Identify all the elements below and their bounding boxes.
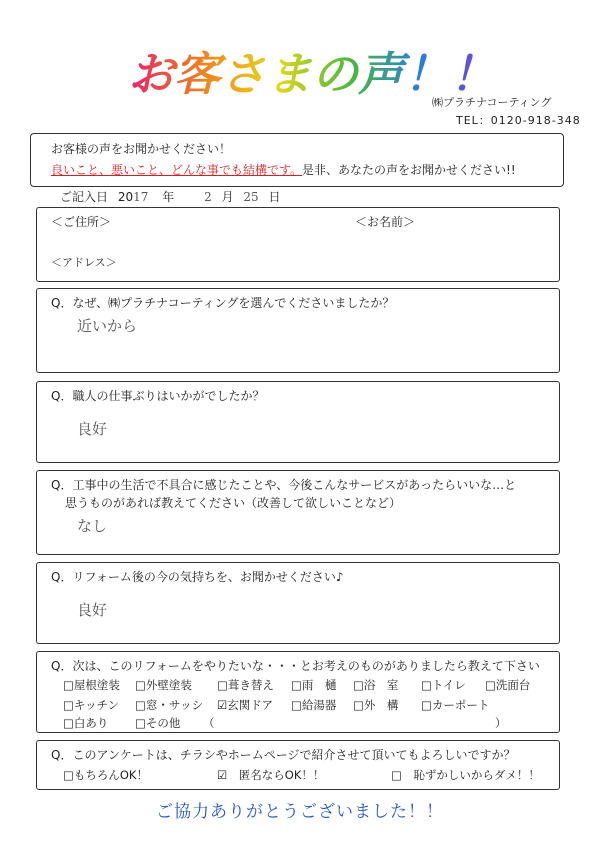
date-year-label: 年	[162, 190, 175, 204]
q6-question: Q．このアンケートは、チラシやホームページで紹介させて頂いてもよろしいですか？	[51, 748, 516, 762]
date-year: 17	[133, 190, 149, 204]
q3-answer: なし	[77, 517, 108, 535]
q6-option-no[interactable]: □ 恥ずかしいからダメ！！	[391, 768, 540, 782]
q1-question: Q．なぜ、㈱プラチナコーティングを選んでくださいましたか？	[51, 296, 395, 310]
q5-option-washstand[interactable]: □洗面台	[485, 678, 531, 692]
company-name: ㈱プラチナコーティング	[432, 96, 552, 109]
q3-box	[36, 470, 560, 555]
title-logo	[118, 42, 518, 100]
q4-answer: 良好	[77, 601, 108, 619]
address-label: ＜ご住所＞	[51, 215, 112, 229]
thanks-message: ご協力ありがとうございました！！	[156, 802, 444, 822]
intro-banner	[30, 133, 564, 187]
q5-option-window[interactable]: □窓・サッシ	[135, 698, 204, 712]
q5-option-carport[interactable]: □カーポート	[421, 698, 490, 712]
q5-option-roof-paint[interactable]: □屋根塗装	[63, 678, 120, 692]
date-year-prefix: 20	[117, 190, 134, 204]
intro-rest-text: 是非、あなたの声をお聞かせください!!	[302, 163, 516, 177]
date-month: 2	[204, 190, 212, 204]
q5-option-reroof[interactable]: □葺き替え	[217, 678, 274, 692]
q6-box	[36, 740, 560, 790]
q3-question-line1: Q．工事中の生活で不具合に感じたことや、今後こんなサービスがあったらいいな…と	[51, 478, 517, 492]
entry-date	[60, 188, 281, 205]
q3-question-line2: 思うものがあれば教えてください（改善して欲しいことなど）	[65, 496, 402, 510]
q5-box	[36, 651, 560, 733]
q2-answer: 良好	[77, 420, 108, 438]
q6-option-anonymous[interactable]: ☑ 匿名ならOK！！	[217, 768, 325, 782]
address-box	[36, 207, 560, 282]
date-day-label: 日	[268, 190, 281, 204]
q6-option-ok[interactable]: □もちろんOK！	[63, 768, 148, 782]
email-label: ＜アドレス＞	[51, 256, 117, 269]
intro-red-text: 良いこと、悪いこと、どんな事でも結構です。	[51, 163, 303, 177]
intro-line1: お客様の声をお聞かせください！	[51, 142, 232, 156]
q1-answer: 近いから	[77, 317, 138, 335]
q5-other-open-paren: （	[203, 716, 215, 730]
date-day: 25	[243, 190, 259, 204]
q5-option-exterior[interactable]: □外 構	[353, 698, 399, 712]
q5-option-entrance-door[interactable]: ☑玄関ドア	[217, 698, 273, 712]
name-label: ＜お名前＞	[355, 215, 416, 229]
intro-line2	[51, 161, 516, 178]
q5-option-water-heater[interactable]: □給湯器	[291, 698, 337, 712]
q5-option-termite[interactable]: □白あり	[63, 716, 109, 730]
q5-option-other[interactable]: □その他	[135, 716, 181, 730]
q5-option-gutter[interactable]: □雨 樋	[291, 678, 337, 692]
q1-box	[36, 288, 560, 373]
q4-box	[36, 562, 560, 644]
q4-question: Q．リフォーム後の今の気持ちを、お聞かせください♪	[51, 570, 344, 584]
title-text: お客さまの声！！	[128, 47, 496, 100]
q5-other-close-paren: ）	[495, 716, 507, 730]
date-label: ご記入日	[60, 190, 109, 204]
q5-option-kitchen[interactable]: □キッチン	[63, 698, 120, 712]
q5-option-bathroom[interactable]: □浴 室	[353, 678, 399, 692]
date-month-label: 月	[221, 190, 234, 204]
tel-number: TEL：0120-918-348	[456, 114, 581, 127]
q5-option-wall-paint[interactable]: □外壁塗装	[135, 678, 192, 692]
q2-question: Q．職人の仕事ぶりはいかがでしたか？	[51, 389, 265, 403]
q2-box	[36, 381, 560, 463]
q5-question: Q．次は、このリフォームをやりたいな・・・とお考えのものがありましたら教えて下さい	[51, 659, 540, 673]
q5-option-toilet[interactable]: □トイレ	[421, 678, 466, 692]
